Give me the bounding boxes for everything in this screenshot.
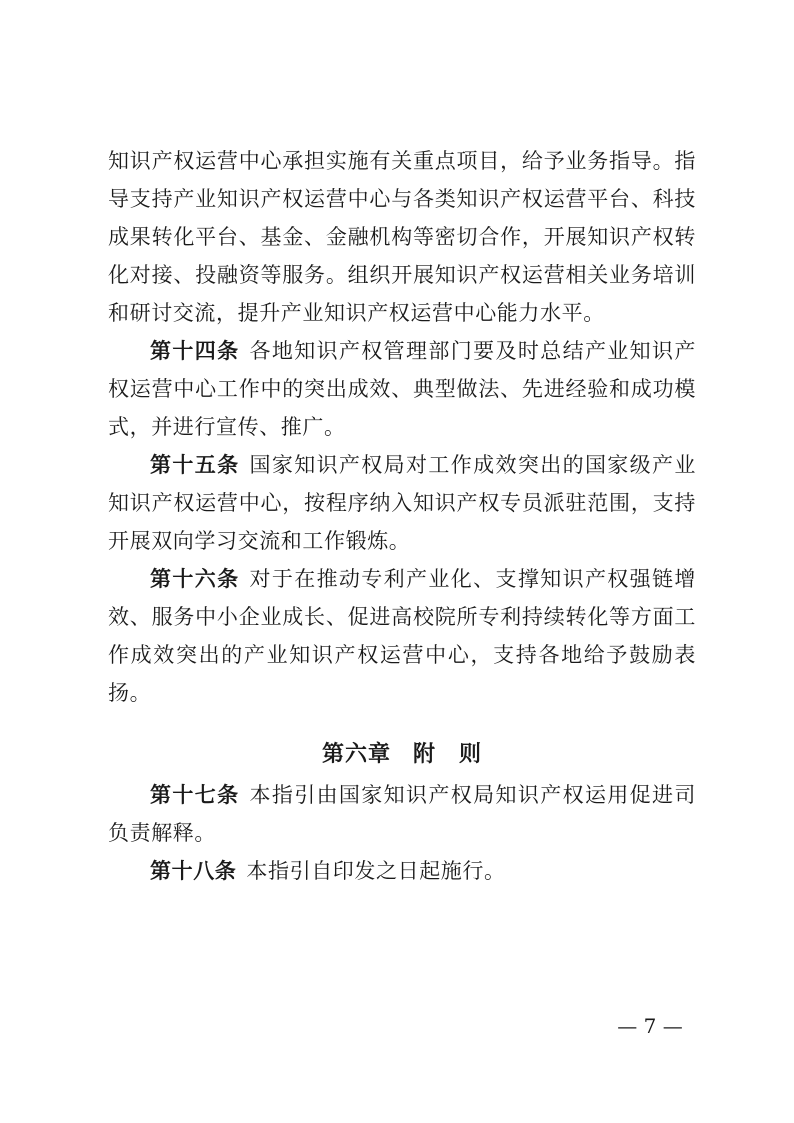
article-16 bbox=[108, 560, 696, 712]
article-14-label: 第十四条 bbox=[150, 339, 240, 363]
article-18 bbox=[108, 852, 696, 890]
paragraph-continued: 知识产权运营中心承担实施有关重点项目，给予业务指导。指导支持产业知识产权运营中心与各类知识产权运营平台、科技成果转化平台、基金、金融机构等密切合作，开展知识产权转化对接、投融资等服务。组织开展知识产权运营相关业务培训和研讨交流，提升产业知识产权运营中心能力水平。 bbox=[108, 149, 696, 325]
article-15-label: 第十五条 bbox=[150, 453, 240, 477]
article-15 bbox=[108, 446, 696, 560]
article-17-text: 本指引由国家知识产权局知识产权运用促进司负责解释。 bbox=[108, 783, 697, 845]
document-body bbox=[108, 142, 696, 890]
article-16-label: 第十六条 bbox=[150, 567, 240, 591]
chapter-heading bbox=[108, 736, 696, 774]
article-15-text: 国家知识产权局对工作成效突出的国家级产业知识产权运营中心，按程序纳入知识产权专员派驻范围，支持开展双向学习交流和工作锻炼。 bbox=[108, 453, 697, 553]
article-17 bbox=[108, 776, 696, 852]
article-16-text: 对于在推动专利产业化、支撑知识产权强链增效、服务中小企业成长、促进高校院所专利持续转化等方面工作成效突出的产业知识产权运营中心，支持各地给予鼓励表扬。 bbox=[108, 567, 697, 705]
chapter-number: 第六章 bbox=[321, 742, 391, 767]
article-14 bbox=[108, 332, 696, 446]
article-18-text: 本指引自印发之日起施行。 bbox=[246, 859, 506, 883]
page-number: — 7 — bbox=[617, 1014, 683, 1038]
article-18-label: 第十八条 bbox=[150, 859, 237, 883]
article-14-text: 各地知识产权管理部门要及时总结产业知识产权运营中心工作中的突出成效、典型做法、先进经验和成功模式，并进行宣传、推广。 bbox=[108, 339, 697, 439]
chapter-title: 附 则 bbox=[413, 742, 483, 767]
article-17-label: 第十七条 bbox=[150, 783, 240, 807]
